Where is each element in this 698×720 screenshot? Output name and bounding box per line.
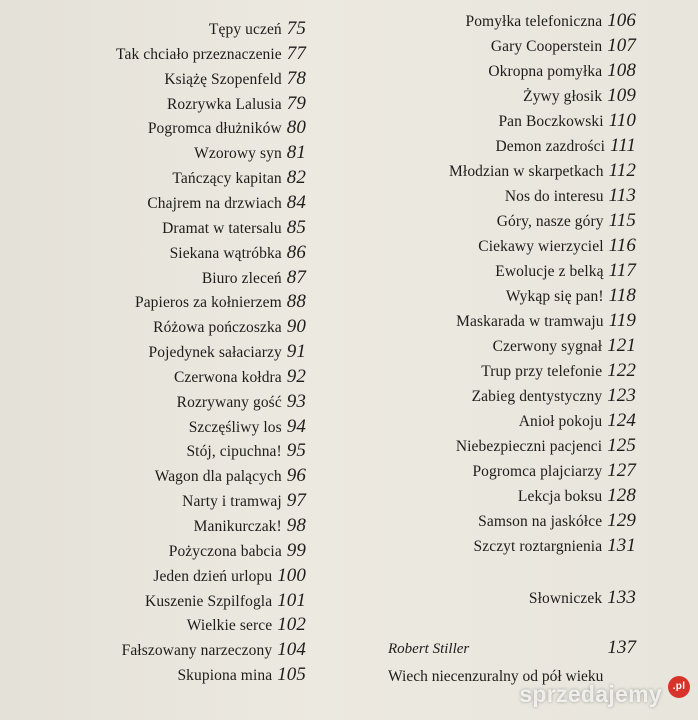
toc-entry: [182, 490, 306, 512]
entry-page: 104: [277, 639, 306, 661]
entry-title: Niebezpieczni pacjenci: [455, 438, 603, 455]
toc-entry: [478, 235, 636, 257]
entry-page: 79: [286, 92, 306, 114]
toc-entry: [523, 85, 636, 107]
entry-page: 108: [607, 60, 636, 81]
entry-title: Zabieg dentystyczny: [471, 388, 603, 405]
entry-page: 123: [607, 385, 636, 406]
entry-page: 88: [286, 291, 306, 313]
entry-title: Skupiona mina: [177, 667, 273, 685]
toc-entry: [474, 535, 636, 557]
toc-entry: [145, 590, 306, 612]
toc-entry: [495, 135, 636, 157]
entry-title: Góry, nasze góry: [496, 213, 604, 230]
toc-entry: [194, 142, 306, 164]
entry-title: Trup przy telefonie: [481, 363, 603, 380]
entry-title: Papieros za kołnierzem: [134, 294, 282, 312]
toc-entry: [194, 515, 306, 537]
toc-entry: [148, 117, 306, 139]
entry-page: 113: [608, 185, 636, 206]
toc-entry: [153, 565, 306, 587]
entry-page: 91: [286, 341, 306, 363]
toc-entry: [116, 43, 306, 65]
toc-entry: [186, 440, 306, 462]
toc-entry: [456, 435, 636, 457]
entry-page: 92: [286, 365, 306, 387]
entry-page: 128: [607, 485, 636, 506]
entry-title: Kuszenie Szpilfogla: [145, 592, 273, 610]
toc-entry: [170, 242, 306, 264]
entry-title: Wagon dla palących: [154, 468, 282, 486]
toc-entry: [498, 110, 636, 132]
entry-title: Rozrywka Lalusia: [166, 95, 282, 113]
entry-page: 75: [286, 18, 306, 39]
entry-title: Jeden dzień urlopu: [153, 567, 273, 585]
entry-title: Wielkie serce: [186, 617, 273, 635]
entry-page: 111: [610, 135, 636, 156]
entry-title: Narty i tramwaj: [182, 493, 282, 511]
entry-page: 101: [277, 589, 306, 611]
entry-page: 80: [286, 117, 306, 139]
entry-title: Chajrem na drzwiach: [147, 194, 282, 212]
entry-title: Książę Szopenfeld: [164, 70, 282, 88]
entry-page: 87: [286, 266, 306, 288]
entry-title: Maskarada w tramwaju: [456, 313, 604, 330]
entry-page: 115: [608, 210, 636, 231]
toc-entry: [177, 664, 306, 686]
entry-page: 127: [607, 460, 636, 481]
toc-entry: [174, 366, 306, 388]
entry-page: 112: [608, 160, 636, 181]
toc-entry: [491, 35, 636, 57]
toc-entry: [169, 540, 306, 562]
entry-title: Pogromca plajciarzy: [472, 463, 603, 480]
toc-entry: [162, 217, 306, 239]
toc-entry: [177, 391, 306, 413]
toc-entry: [505, 185, 636, 207]
toc-entry: [122, 639, 306, 661]
toc-entry: [472, 460, 636, 482]
entry-title: Tak chciało przeznaczenie: [116, 45, 282, 63]
entry-page: 122: [607, 360, 636, 381]
entry-title: Nos do interesu: [504, 188, 604, 205]
entry-page: 93: [286, 390, 306, 412]
entry-page: 97: [286, 490, 306, 512]
entry-page: 131: [607, 535, 636, 556]
entry-page: 95: [286, 440, 306, 462]
entry-page: 118: [608, 285, 636, 306]
entry-page: 110: [608, 110, 636, 131]
entry-title: Gary Cooperstein: [490, 38, 603, 55]
afterword-page: 137: [607, 637, 636, 658]
entry-page: 81: [286, 142, 306, 164]
toc-entry: [495, 260, 636, 282]
sprzedajemy-watermark: [519, 681, 690, 708]
toc-entry: [187, 614, 306, 636]
toc-entry: [449, 160, 636, 182]
entry-page: 85: [286, 216, 306, 238]
entry-page: 119: [608, 310, 636, 331]
entry-title: Biuro zleceń: [201, 269, 282, 287]
entry-page: 129: [607, 510, 636, 531]
entry-title: Pan Boczkowski: [498, 113, 604, 130]
entry-page: 96: [286, 465, 306, 487]
entry-title: Szczęśliwy los: [188, 418, 282, 436]
toc-entry: [164, 68, 306, 90]
toc-entry: [147, 192, 306, 214]
entry-page: 121: [607, 335, 636, 356]
entry-title: Żywy głosik: [523, 88, 603, 105]
toc-entry: [135, 291, 306, 313]
entry-title: Pojedynek sałaciarzy: [148, 344, 282, 362]
toc-entry: [488, 60, 636, 82]
entry-title: Dramat w tatersalu: [162, 219, 282, 237]
entry-page: 77: [286, 42, 306, 64]
entry-page: 100: [277, 564, 306, 586]
entry-title: Różowa pończoszka: [153, 319, 282, 337]
entry-title: Siekana wątróbka: [169, 244, 282, 262]
watermark-text: sprzedajemy: [519, 681, 662, 707]
entry-title: Okropna pomyłka: [488, 63, 603, 80]
entry-page: 116: [608, 235, 636, 256]
toc-entry: [478, 510, 636, 532]
entry-page: 78: [286, 67, 306, 89]
entry-title: Manikurczak!: [193, 518, 282, 535]
entry-title: Ewolucje z belką: [495, 263, 604, 280]
entry-title: Tępy uczeń: [208, 21, 282, 38]
entry-page: 90: [286, 316, 306, 338]
entry-title: Ciekawy wierzyciel: [478, 238, 604, 255]
entry-title: Anioł pokoju: [518, 413, 603, 430]
entry-title: Samson na jaskółce: [478, 513, 603, 530]
toc-entry: [167, 93, 306, 115]
entry-page: 106: [607, 10, 636, 31]
afterword-title: Wiech niecenzuralny od pół wieku: [388, 668, 604, 685]
toc-entry: [172, 167, 306, 189]
toc-entry: [519, 410, 636, 432]
entry-title: Pomyłka telefoniczna: [465, 13, 603, 30]
entry-page: 124: [607, 410, 636, 431]
entry-title: Fałszowany narzeczony: [121, 642, 273, 660]
entry-page: 84: [286, 191, 306, 213]
entry-page: 117: [608, 260, 636, 281]
entry-title: Demon zazdrości: [495, 138, 606, 155]
toc-entry: [189, 416, 306, 438]
entry-page: 125: [607, 435, 636, 456]
entry-title: Pożyczona babcia: [168, 542, 282, 560]
watermark-badge: .pl: [668, 676, 690, 698]
entry-title: Słowniczek: [528, 590, 603, 607]
entry-title: Młodzian w skarpetkach: [449, 163, 604, 180]
toc-entry: [506, 285, 636, 307]
entry-page: 82: [286, 167, 306, 189]
entry-page: 133: [607, 587, 636, 608]
toc-entry: [209, 18, 306, 40]
entry-page: 94: [286, 415, 306, 437]
entry-page: 102: [277, 614, 306, 636]
entry-title: Tańczący kapitan: [172, 170, 282, 188]
afterword-author: Robert Stiller: [388, 641, 470, 657]
toc-entry: [456, 310, 636, 332]
entry-title: Pogromca dłużników: [147, 120, 282, 138]
toc-entry: [493, 335, 636, 357]
entry-title: Szczyt roztargnienia: [473, 538, 603, 555]
toc-entry: [153, 316, 306, 338]
toc-entry: [472, 385, 636, 407]
entry-page: 98: [286, 515, 306, 536]
toc-entry: [518, 485, 636, 507]
entry-title: Stój, cipuchna!: [186, 443, 282, 461]
entry-title: Rozrywany gość: [176, 393, 282, 411]
toc-entry: [465, 10, 636, 32]
toc-entry: [155, 465, 306, 487]
entry-title: Lekcja boksu: [517, 488, 603, 505]
toc-entry: [481, 360, 636, 382]
toc-entry: [149, 341, 306, 363]
entry-page: 105: [277, 664, 306, 686]
toc-entry: [497, 210, 636, 232]
entry-title: Wzorowy syn: [194, 145, 282, 163]
entry-page: 99: [286, 539, 306, 561]
toc-entry: [202, 267, 306, 289]
entry-page: 86: [286, 241, 306, 263]
entry-title: Wykąp się pan!: [505, 288, 604, 305]
entry-title: Czerwony sygnał: [492, 338, 603, 355]
entry-title: Czerwona kołdra: [173, 368, 282, 386]
entry-page: 107: [607, 35, 636, 56]
entry-page: 109: [607, 85, 636, 106]
toc-entry-glossary: [529, 587, 636, 609]
